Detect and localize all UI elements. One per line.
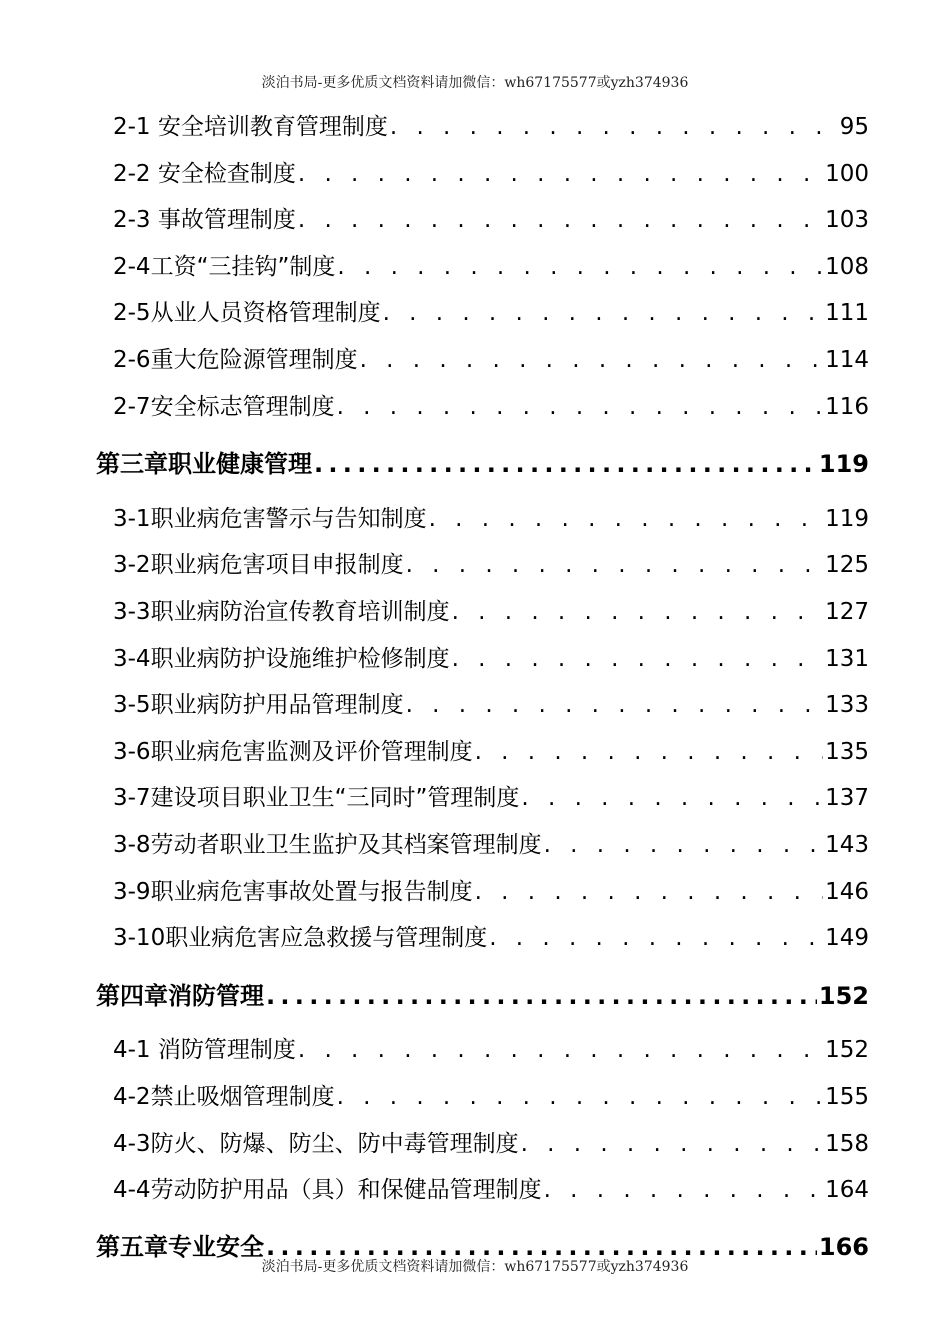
toc-dot-leader [383, 300, 824, 326]
toc-entry-page: 149 [825, 925, 869, 951]
toc-entry-title: 3-2职业病危害项目申报制度 [113, 552, 404, 578]
toc-entry-page: 127 [825, 599, 869, 625]
toc-entry[interactable] [113, 1171, 869, 1204]
toc-dot-leader [406, 552, 824, 578]
toc-dot-leader [489, 925, 823, 951]
toc-dot-leader [452, 599, 824, 625]
toc-entry-title: 4-3防火、防爆、防尘、防中毒管理制度 [113, 1131, 519, 1157]
watermark-header: 淡泊书局-更多优质文档资料请加微信：wh67175577或yzh374936 [261, 75, 689, 91]
toc-entry-title: 2-7安全标志管理制度 [113, 394, 335, 420]
toc-dot-leader [298, 207, 823, 233]
toc-entry[interactable] [113, 341, 869, 374]
toc-entry-page: 116 [825, 394, 869, 420]
toc-entry-title: 3-1职业病危害警示与告知制度 [113, 506, 427, 532]
toc-entry[interactable] [113, 873, 869, 906]
toc-entry-page: 111 [825, 300, 869, 326]
toc-entry-title: 2-2 安全检查制度 [113, 161, 296, 187]
toc-entry[interactable] [113, 294, 869, 327]
toc-entry-title: 2-6重大危险源管理制度 [113, 347, 358, 373]
toc-entry[interactable] [113, 155, 869, 188]
toc-dot-leader [521, 1131, 824, 1157]
toc-entry-title: 3-4职业病防护设施维护检修制度 [113, 646, 450, 672]
toc-dot-leader [337, 254, 823, 280]
toc-entry-page: 133 [825, 692, 869, 718]
toc-dot-leader [337, 1084, 824, 1110]
toc-entry-page: 95 [839, 114, 869, 140]
toc-entry[interactable] [113, 546, 869, 579]
toc-entry[interactable] [113, 1031, 869, 1064]
toc-dot-leader [452, 646, 824, 672]
toc-chapter-title: 第五章专业安全 [96, 1233, 264, 1261]
toc-entry-title: 2-3 事故管理制度 [113, 207, 296, 233]
toc-entry-page: 108 [825, 254, 869, 280]
toc-entry[interactable] [113, 686, 869, 719]
toc-dot-leader [521, 785, 823, 811]
toc-dot-leader [406, 692, 824, 718]
toc-dot-leader [298, 161, 823, 187]
toc-entry-title: 2-4工资“三挂钩”制度 [113, 254, 336, 280]
toc-entry-page: 137 [825, 785, 869, 811]
toc-entry[interactable] [113, 1078, 869, 1111]
toc-entry-page: 135 [825, 739, 869, 765]
toc-entry-page: 158 [825, 1131, 869, 1157]
toc-entry[interactable] [113, 201, 869, 234]
toc-entry-page: 114 [825, 347, 869, 373]
watermark-footer: 淡泊书局-更多优质文档资料请加微信：wh67175577或yzh374936 [261, 1259, 689, 1275]
toc-chapter-page: 166 [818, 1233, 869, 1261]
toc-entry-page: 143 [825, 832, 869, 858]
toc-entry-page: 119 [825, 506, 869, 532]
toc-entry[interactable] [113, 1125, 869, 1158]
toc-entry-title: 3-3职业病防治宣传教育培训制度 [113, 599, 450, 625]
toc-entry[interactable] [113, 108, 869, 141]
toc-dot-leader [429, 506, 824, 532]
toc-entry[interactable] [113, 733, 869, 766]
toc-entry-page: 152 [825, 1037, 869, 1063]
toc-entry-title: 4-1 消防管理制度 [113, 1037, 296, 1063]
toc-entry-title: 3-6职业病危害监测及评价管理制度 [113, 739, 473, 765]
toc-dot-leader [390, 114, 838, 140]
toc-dot-leader [544, 1177, 824, 1203]
toc-chapter-page: 152 [818, 982, 869, 1010]
toc-chapter-title: 第四章消防管理 [96, 982, 264, 1010]
toc-entry-page: 146 [825, 879, 869, 905]
toc-entry[interactable] [113, 919, 869, 952]
toc-entry-page: 100 [825, 161, 869, 187]
toc-dot-leader [360, 347, 824, 373]
toc-entry-title: 2-1 安全培训教育管理制度 [113, 114, 388, 140]
toc-dot-leader [266, 982, 817, 1010]
toc-entry[interactable] [113, 388, 869, 421]
toc-entry[interactable] [113, 826, 869, 859]
toc-dot-leader [298, 1037, 823, 1063]
toc-entry-page: 155 [825, 1084, 869, 1110]
toc-entry[interactable] [113, 500, 869, 533]
toc-entry[interactable] [113, 779, 869, 812]
toc-entry-page: 164 [825, 1177, 869, 1203]
toc-dot-leader [337, 394, 824, 420]
toc-entry-title: 2-5从业人员资格管理制度 [113, 300, 381, 326]
toc-entry-title: 3-7建设项目职业卫生“三同时”管理制度 [113, 785, 520, 811]
toc-entry-page: 103 [825, 207, 869, 233]
toc-entry[interactable] [113, 593, 869, 626]
toc-dot-leader [475, 879, 824, 905]
toc-dot-leader [544, 832, 824, 858]
toc-entry[interactable] [113, 640, 869, 673]
toc-entry[interactable] [113, 248, 869, 281]
toc-entry-page: 131 [825, 646, 869, 672]
toc-chapter-title: 第三章职业健康管理 [96, 450, 312, 478]
toc-chapter-entry[interactable] [96, 444, 869, 479]
toc-entry-title: 3-10职业病危害应急救援与管理制度 [113, 925, 488, 951]
toc-entry-title: 3-8劳动者职业卫生监护及其档案管理制度 [113, 832, 542, 858]
toc-entry-title: 4-2禁止吸烟管理制度 [113, 1084, 335, 1110]
toc-dot-leader [475, 739, 824, 765]
toc-chapter-entry[interactable] [96, 976, 869, 1011]
toc-entry-page: 125 [825, 552, 869, 578]
toc-chapter-page: 119 [818, 450, 869, 478]
toc-entry-title: 3-9职业病危害事故处置与报告制度 [113, 879, 473, 905]
toc-entry-title: 3-5职业病防护用品管理制度 [113, 692, 404, 718]
toc-entry-title: 4-4劳动防护用品（具）和保健品管理制度 [113, 1177, 542, 1203]
toc-dot-leader [314, 450, 817, 478]
